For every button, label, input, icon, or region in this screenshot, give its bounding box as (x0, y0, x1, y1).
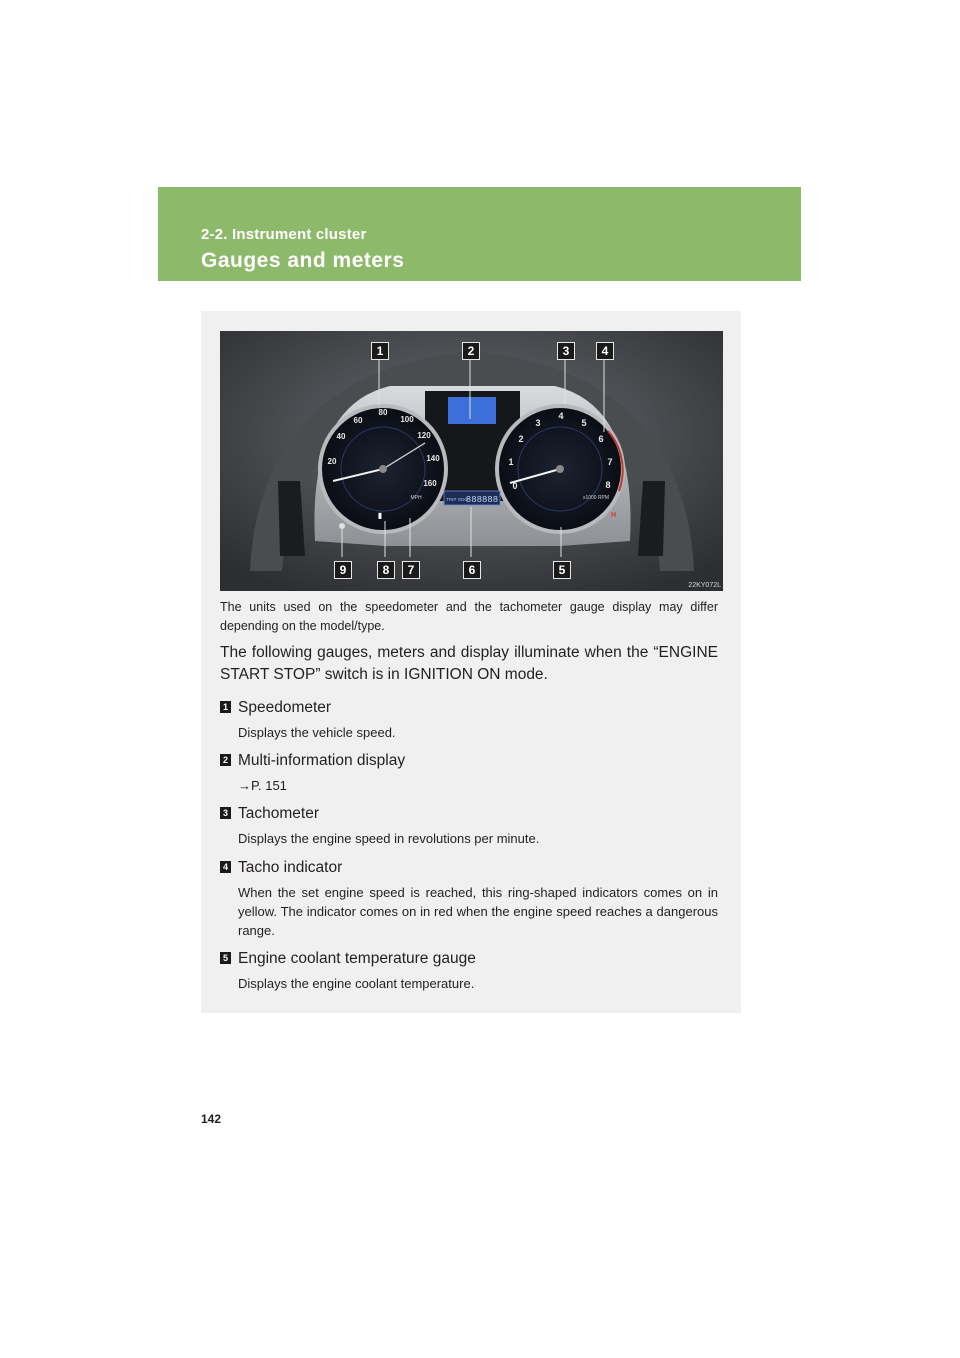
callout-8: 8 (377, 561, 395, 579)
callout-5: 5 (553, 561, 571, 579)
callout-9: 9 (334, 561, 352, 579)
cluster-illustration (220, 331, 723, 591)
intro-paragraph: The following gauges, meters and display illuminate when the “ENGINE START STOP” switch is in IGNITION ON mode. (220, 644, 718, 683)
odo-value: 888888 (465, 495, 499, 505)
item-number-badge: 3 (220, 807, 231, 819)
item-number-badge: 4 (220, 861, 231, 873)
callout-3: 3 (557, 342, 575, 360)
tacho-2: 2 (518, 434, 524, 444)
section-header (158, 187, 801, 281)
tacho-0: 0 (512, 481, 518, 491)
item-title: Engine coolant temperature gauge (238, 950, 476, 967)
page-number: 142 (201, 1112, 222, 1126)
callout-1: 1 (371, 342, 389, 360)
units-note: The units used on the speedometer and the tachometer gauge display may differ depending on the model/type. (220, 600, 718, 633)
speedo-120: 120 (417, 431, 431, 440)
item-description: When the set engine speed is reached, this ring-shaped indicators comes on in yellow. The indicator comes on in red when the engine speed reaches a dangerous range. (238, 885, 718, 938)
item-description: Displays the vehicle speed. (238, 725, 396, 740)
item-number-badge: 5 (220, 952, 231, 964)
tacho-5: 5 (581, 418, 587, 428)
speedo-60: 60 (353, 416, 363, 425)
figure-code: 22KY072L (688, 582, 721, 589)
speedo-160: 160 (423, 479, 437, 488)
item-number-badge: 1 (220, 701, 231, 713)
page-reference: →P. 151 (238, 778, 287, 793)
item-title: Tachometer (238, 805, 319, 822)
speedo-20: 20 (327, 457, 337, 466)
item-description: Displays the engine coolant temperature. (238, 976, 475, 991)
tacho-1: 1 (508, 457, 514, 467)
tacho-4: 4 (558, 411, 564, 421)
callout-7: 7 (402, 561, 420, 579)
tacho-6: 6 (598, 434, 604, 444)
speedo-unit: MPH (410, 495, 422, 501)
item-number-badge: 2 (220, 754, 231, 766)
odo-label: TRIP ODO (446, 497, 468, 502)
tacho-7: 7 (607, 457, 613, 467)
page-title: Gauges and meters (201, 249, 405, 272)
callout-6: 6 (463, 561, 481, 579)
section-label: 2-2. Instrument cluster (201, 226, 367, 243)
item-description: Displays the engine speed in revolutions per minute. (238, 831, 540, 846)
item-title: Speedometer (238, 699, 332, 716)
svg-text:H: H (611, 512, 617, 519)
instrument-cluster-figure (220, 331, 723, 591)
callout-2: 2 (462, 342, 480, 360)
item-title: Tacho indicator (238, 859, 343, 876)
speedo-80: 80 (378, 408, 388, 417)
item-title: Multi-information display (238, 752, 406, 769)
svg-text:▮: ▮ (377, 511, 383, 520)
speedo-140: 140 (426, 454, 440, 463)
content-panel (201, 311, 741, 1013)
speedo-100: 100 (400, 415, 414, 424)
tacho-3: 3 (535, 418, 541, 428)
callout-4: 4 (596, 342, 614, 360)
tacho-unit: x1000 RPM (582, 495, 610, 501)
tacho-8: 8 (605, 480, 611, 490)
speedo-40: 40 (336, 432, 346, 441)
